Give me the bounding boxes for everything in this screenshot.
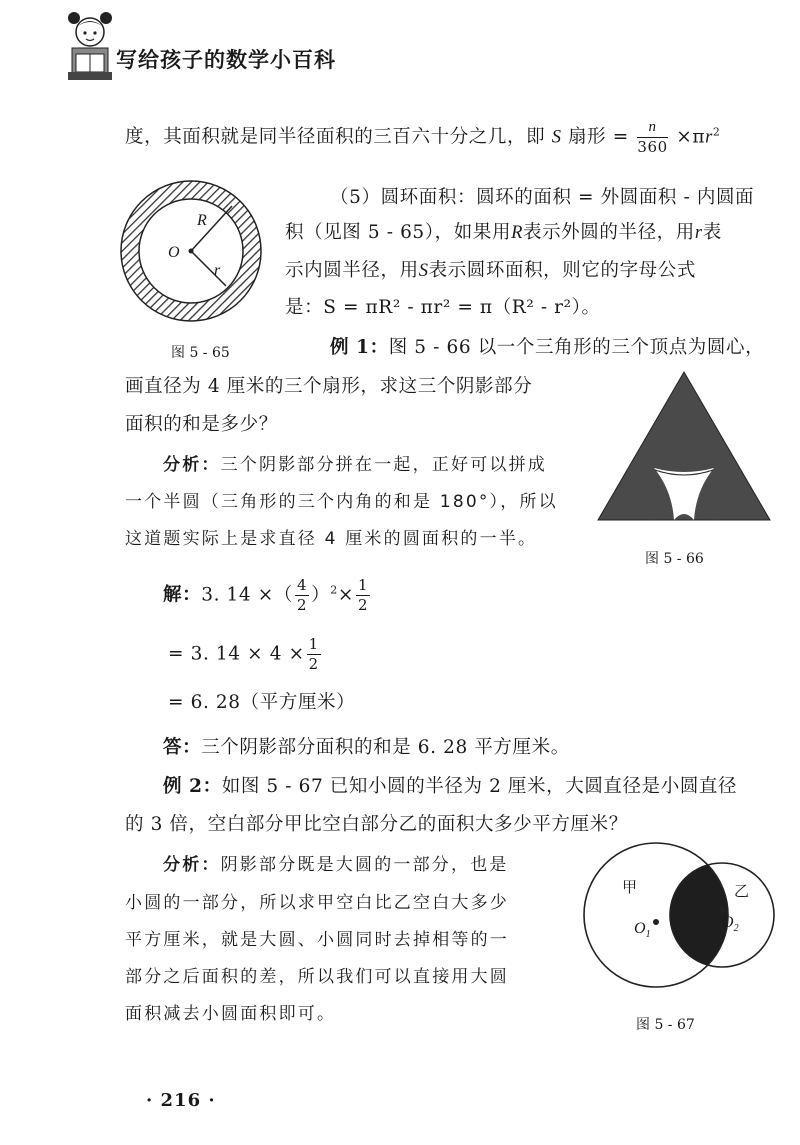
header-title: 写给孩子的数学小百科 xyxy=(116,48,336,72)
example1-line-3: 面积的和是多少？ xyxy=(125,414,278,435)
solution-line-3: = 6. 28（平方厘米） xyxy=(168,692,356,713)
example2-analysis-3: 平方厘米，就是大圆、小圆同时去掉相等的一 xyxy=(125,930,509,950)
fig67-label-jia: 甲 xyxy=(622,878,638,896)
figure-5-66-triangle xyxy=(596,370,772,522)
example1-analysis-2: 一个半圆（三角形的三个内角的和是 180°），所以 xyxy=(125,492,558,512)
fig65-label-O: O xyxy=(168,244,180,261)
example2-line-1: 例 2：如图 5 - 67 已知小圆的半径为 2 厘米，大圆直径是小圆直径 xyxy=(163,776,738,797)
figure-5-67-circles xyxy=(576,840,776,990)
example2-line-2: 的 3 倍，空白部分甲比空白部分乙的面积大多少平方厘米？ xyxy=(125,814,628,835)
example2-analysis-4: 部分之后面积的差，所以我们可以直接用大圆 xyxy=(125,967,509,987)
header-mascot-icon xyxy=(62,10,118,82)
solution-line-1: 解：3. 14 ×（ $\frac{4}{2}$ ）$^2$× $\frac{1}{2}$ xyxy=(163,576,369,614)
fig65-caption: 图 5 - 65 xyxy=(171,345,230,361)
answer-line: 答：三个阴影部分面积的和是 6. 28 平方厘米。 xyxy=(163,737,570,758)
fig67-label-O2: $O_2$ xyxy=(722,914,739,935)
fig67-label-yi: 乙 xyxy=(734,882,750,900)
top-line: 度，其面积就是同半径面积的三百六十分之几，即 S 扇形 = $\frac{n}{360}$ $\times\pi r^2$ xyxy=(125,119,721,156)
figure-5-65-ring xyxy=(118,178,264,324)
example2-analysis-1: 分析：阴影部分既是大圆的一部分，也是 xyxy=(163,855,509,875)
ring-line-4: 是：S = πR² - πr² = π（R² - r²）。 xyxy=(285,297,601,318)
example1-line-1: 例 1：图 5 - 66 以一个三角形的三个顶点为圆心， xyxy=(330,337,765,358)
fig67-caption: 图 5 - 67 xyxy=(636,1017,695,1033)
ring-line-1: （5）圆环面积：圆环的面积 = 外圆面积 - 内圆面 xyxy=(330,187,755,208)
page-number: · 216 · xyxy=(146,1090,216,1111)
example2-analysis-5: 面积减去小圆面积即可。 xyxy=(125,1004,337,1024)
ring-line-2: 积（见图 5 - 65），如果用R表示外圆的半径，用r表 xyxy=(285,222,722,243)
fig65-label-r: r xyxy=(214,262,221,279)
example2-analysis-2: 小圆的一部分，所以求甲空白比乙空白大多少 xyxy=(125,893,509,913)
example1-line-2: 画直径为 4 厘米的三个扇形，求这三个阴影部分 xyxy=(125,376,533,397)
example1-analysis-1: 分析：三个阴影部分拼在一起，正好可以拼成 xyxy=(163,455,548,475)
solution-line-2: = 3. 14 × 4 × $\frac{1}{2}$ xyxy=(168,635,319,673)
fig65-label-R: R xyxy=(197,212,207,229)
fig67-label-O1: $O_1$ xyxy=(634,920,651,941)
example1-analysis-3: 这道题实际上是求直径 4 厘米的圆面积的一半。 xyxy=(125,529,538,549)
ring-line-3: 示内圆半径，用S表示圆环面积，则它的字母公式 xyxy=(285,260,696,281)
fig66-caption: 图 5 - 66 xyxy=(645,551,704,567)
